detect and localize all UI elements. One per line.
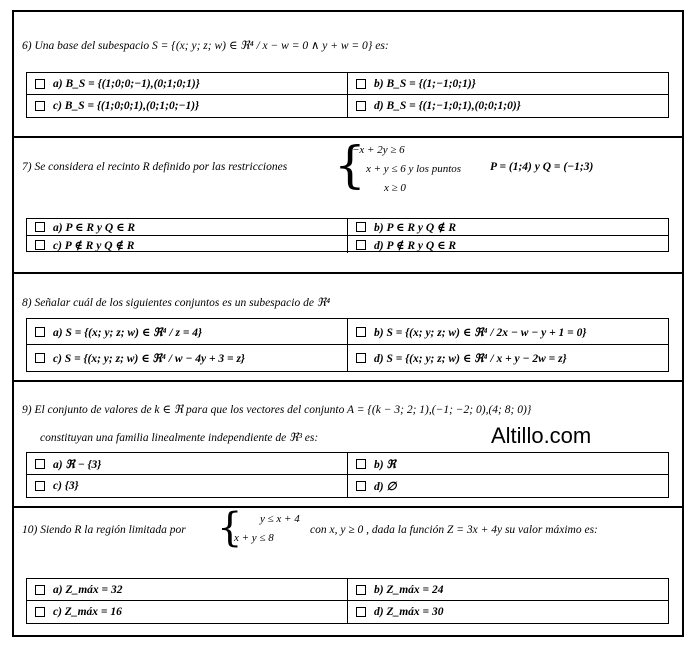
checkbox-icon[interactable] bbox=[35, 481, 45, 491]
system-brace: { bbox=[217, 505, 243, 551]
option-a-text: a) P ∈ R y Q ∈ R bbox=[53, 222, 136, 234]
checkbox-icon[interactable] bbox=[356, 222, 366, 232]
option-d[interactable] bbox=[347, 601, 668, 623]
question-10-text-after: con x, y ≥ 0 , dada la función Z = 3x + 4y su valor máximo es: bbox=[310, 524, 598, 536]
question-8-text: 8) Señalar cuál de los siguientes conjuntos es un subespacio de ℜ⁴ bbox=[22, 297, 331, 309]
question-6-options bbox=[26, 72, 669, 118]
option-a[interactable] bbox=[27, 579, 347, 600]
option-d-text: d) Z_máx = 30 bbox=[374, 606, 444, 618]
checkbox-icon[interactable] bbox=[35, 459, 45, 469]
option-d[interactable] bbox=[347, 345, 668, 371]
system-brace: { bbox=[334, 136, 366, 194]
constraint-3: x ≥ 0 bbox=[384, 182, 406, 194]
question-8 bbox=[12, 274, 684, 382]
question-6-text: 6) Una base del subespacio S = {(x; y; z; w) ∈ ℜ⁴ / x − w = 0 ∧ y + w = 0} es: bbox=[22, 40, 389, 52]
option-a-text: a) ℜ − {3} bbox=[53, 458, 102, 471]
option-a[interactable] bbox=[27, 453, 347, 474]
options-row bbox=[27, 319, 668, 345]
option-d[interactable] bbox=[347, 475, 668, 497]
option-b[interactable] bbox=[347, 219, 668, 235]
option-a-text: a) S = {(x; y; z; w) ∈ ℜ⁴ / z = 4} bbox=[53, 326, 203, 339]
option-b-text: b) P ∈ R y Q ∉ R bbox=[374, 222, 457, 234]
checkbox-icon[interactable] bbox=[35, 327, 45, 337]
options-row bbox=[27, 236, 668, 253]
constraint-2: x + y ≤ 8 bbox=[234, 532, 274, 544]
options-row bbox=[27, 601, 668, 623]
option-b-text: b) ℜ bbox=[374, 458, 396, 471]
option-a-text: a) Z_máx = 32 bbox=[53, 583, 123, 596]
option-d-text: d) P ∉ R y Q ∈ R bbox=[374, 239, 457, 252]
option-b-text: b) Z_máx = 24 bbox=[374, 583, 444, 596]
checkbox-icon[interactable] bbox=[356, 607, 366, 617]
options-row bbox=[27, 95, 668, 117]
option-b[interactable] bbox=[347, 579, 668, 600]
option-c[interactable] bbox=[27, 475, 347, 497]
option-b[interactable] bbox=[347, 319, 668, 344]
checkbox-icon[interactable] bbox=[35, 607, 45, 617]
checkbox-icon[interactable] bbox=[356, 101, 366, 111]
checkbox-icon[interactable] bbox=[356, 585, 366, 595]
constraint-1: y ≤ x + 4 bbox=[260, 513, 300, 525]
question-10-options bbox=[26, 578, 669, 624]
constraint-2: x + y ≤ 6 y los puntos bbox=[366, 163, 462, 175]
checkbox-icon[interactable] bbox=[35, 585, 45, 595]
option-b-text: b) S = {(x; y; z; w) ∈ ℜ⁴ / 2x − w − y + 1 = 0} bbox=[374, 326, 587, 339]
checkbox-icon[interactable] bbox=[35, 222, 45, 232]
option-c-text: c) Z_máx = 16 bbox=[53, 606, 122, 618]
question-9-text-line2: constituyan una familia linealmente independiente de ℜ³ es: bbox=[40, 432, 319, 444]
option-d-text: d) B_S = {(1;−1;0;1),(0;0;1;0)} bbox=[374, 100, 521, 112]
options-row bbox=[27, 73, 668, 95]
option-d[interactable] bbox=[347, 236, 668, 253]
question-7-options bbox=[26, 218, 669, 252]
checkbox-icon[interactable] bbox=[356, 79, 366, 89]
option-b[interactable] bbox=[347, 73, 668, 94]
constraint-system bbox=[352, 141, 461, 198]
checkbox-icon[interactable] bbox=[35, 79, 45, 89]
question-7 bbox=[12, 138, 684, 274]
option-a[interactable] bbox=[27, 319, 347, 344]
option-c-text: c) P ∉ R y Q ∉ R bbox=[53, 239, 135, 252]
option-b[interactable] bbox=[347, 453, 668, 474]
question-10-text: 10) Siendo R la región limitada por bbox=[22, 524, 186, 536]
checkbox-icon[interactable] bbox=[35, 101, 45, 111]
option-a[interactable] bbox=[27, 73, 347, 94]
option-c[interactable] bbox=[27, 345, 347, 371]
question-7-text: 7) Se considera el recinto R definido por las restricciones bbox=[22, 161, 288, 173]
option-c-text: c) {3} bbox=[53, 480, 79, 492]
question-9-options bbox=[26, 452, 669, 498]
checkbox-icon[interactable] bbox=[356, 459, 366, 469]
option-d-text: d) ∅ bbox=[374, 481, 397, 493]
checkbox-icon[interactable] bbox=[356, 327, 366, 337]
option-b-text: b) B_S = {(1;−1;0;1)} bbox=[374, 77, 476, 90]
options-row bbox=[27, 475, 668, 497]
options-row bbox=[27, 453, 668, 475]
points-text: P = (1;4) y Q = (−1;3) bbox=[490, 161, 594, 173]
checkbox-icon[interactable] bbox=[35, 353, 45, 363]
option-c[interactable] bbox=[27, 601, 347, 623]
option-c-text: c) B_S = {(1;0;0;1),(0;1;0;−1)} bbox=[53, 100, 200, 112]
watermark: Altillo.com bbox=[491, 423, 592, 448]
option-d[interactable] bbox=[347, 95, 668, 117]
options-row bbox=[27, 579, 668, 601]
option-c-text: c) S = {(x; y; z; w) ∈ ℜ⁴ / w − 4y + 3 = z} bbox=[53, 353, 245, 365]
option-c[interactable] bbox=[27, 95, 347, 117]
option-a[interactable] bbox=[27, 219, 347, 235]
option-a-text: a) B_S = {(1;0;0;−1),(0;1;0;1)} bbox=[53, 77, 200, 90]
checkbox-icon[interactable] bbox=[356, 481, 366, 491]
options-row bbox=[27, 345, 668, 371]
option-d-text: d) S = {(x; y; z; w) ∈ ℜ⁴ / x + y − 2w = z} bbox=[374, 353, 567, 365]
question-10 bbox=[12, 505, 684, 637]
question-8-options bbox=[26, 318, 669, 372]
checkbox-icon[interactable] bbox=[356, 353, 366, 363]
checkbox-icon[interactable] bbox=[35, 240, 45, 250]
question-6 bbox=[12, 10, 684, 138]
checkbox-icon[interactable] bbox=[356, 240, 366, 250]
question-9-text-line1: 9) El conjunto de valores de k ∈ ℜ para que los vectores del conjunto A = {(k − 3; 2; 1),(−1; −2; 0),(4; 8; 0)} bbox=[22, 404, 532, 416]
options-row bbox=[27, 219, 668, 236]
constraint-1: −x + 2y ≥ 6 bbox=[352, 144, 405, 156]
constraint-system bbox=[234, 510, 300, 548]
option-c[interactable] bbox=[27, 236, 347, 253]
